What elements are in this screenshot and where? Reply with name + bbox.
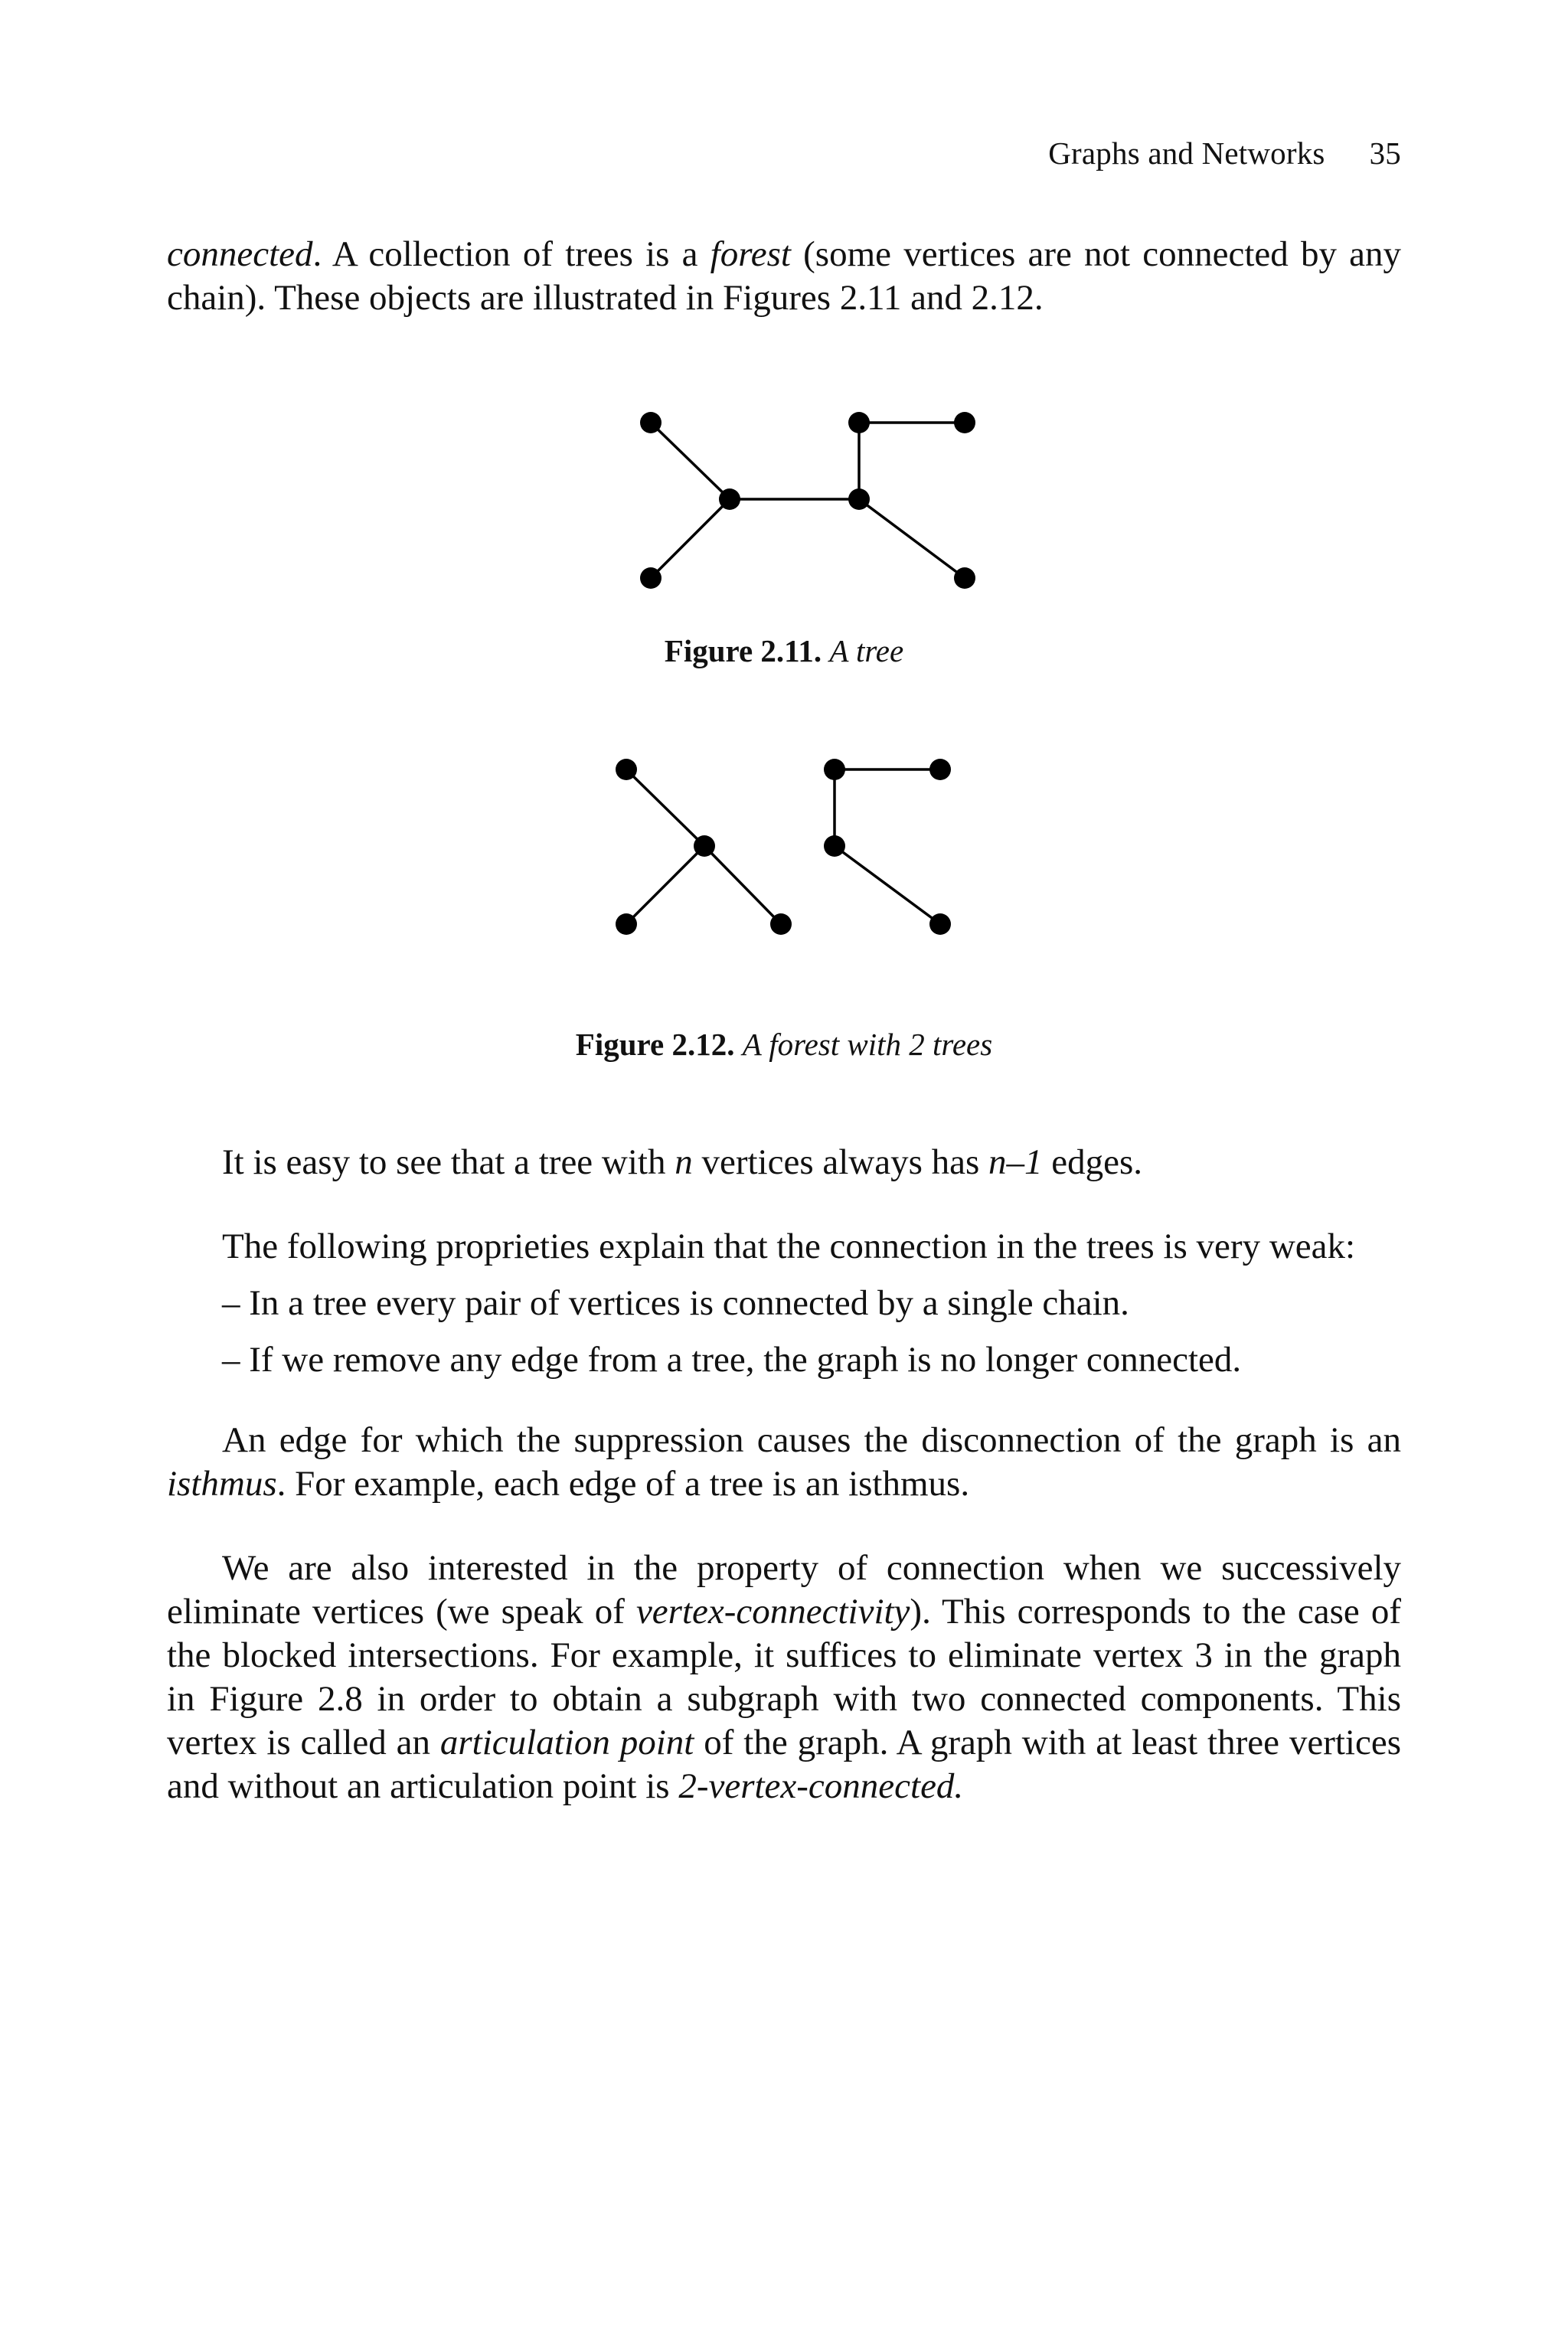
forest-vertex — [824, 835, 845, 857]
edges-text-3: edges. — [1042, 1142, 1143, 1182]
vertex-text-1: We are also interested in the property of connection when we successively eliminate vertices (we speak of — [167, 1548, 1401, 1632]
term-articulation-point: articulation point — [439, 1723, 694, 1762]
isthmus-paragraph — [167, 1419, 1401, 1506]
tree-vertex — [954, 412, 975, 433]
tree-diagram — [0, 398, 1568, 605]
isthmus-text-2: . For example, each edge of a tree is an isthmus. — [276, 1464, 970, 1504]
running-title: Graphs and Networks — [1048, 136, 1325, 171]
figure-2-12-forest — [0, 746, 1568, 946]
property-item: – In a tree every pair of vertices is connected by a single chain. — [222, 1283, 1129, 1323]
figure-2-11-caption — [0, 632, 1568, 669]
page-number: 35 — [1369, 136, 1401, 171]
term-isthmus: isthmus — [167, 1464, 277, 1504]
forest-vertex — [616, 759, 637, 780]
vertex-connectivity-paragraph — [167, 1547, 1401, 1808]
forest-vertex — [929, 759, 951, 780]
forest-edge — [626, 769, 704, 846]
tree-vertex — [640, 412, 662, 433]
property-item: – If we remove any edge from a tree, the graph is no longer connected. — [222, 1340, 1242, 1380]
figure-2-11-tree — [0, 398, 1568, 605]
tree-vertex — [954, 567, 975, 589]
edges-text-1: It is easy to see that a tree with — [222, 1142, 675, 1182]
tree-vertex — [640, 567, 662, 589]
caption-title: A tree — [829, 633, 904, 668]
tree-vertex — [848, 488, 870, 510]
tree-edge — [651, 499, 730, 578]
forest-vertex — [616, 913, 637, 935]
term-vertex-connectivity: vertex-connectivity — [635, 1592, 910, 1632]
forest-vertex — [929, 913, 951, 935]
forest-edge — [626, 846, 704, 924]
caption-title: A forest with 2 trees — [742, 1027, 993, 1062]
forest-vertex — [824, 759, 845, 780]
tree-edge — [859, 499, 965, 578]
figure-2-12-caption — [0, 1026, 1568, 1063]
term-connected: connected — [167, 234, 313, 274]
caption-label: Figure 2.11. — [664, 633, 822, 668]
expr-n-minus-1: n–1 — [988, 1142, 1043, 1182]
tree-vertex — [719, 488, 740, 510]
vertex-text-2: ). This corresponds to the case of the blocked intersections. For example, it suffices to eliminate vertex 3 in the graph in Figure 2.8 in order to obtain a subgraph with two connected components. This vertex is called an — [167, 1592, 1401, 1762]
edges-text-2: vertices always has — [692, 1142, 989, 1182]
forest-vertex — [694, 835, 715, 857]
var-n: n — [675, 1142, 693, 1182]
properties-paragraph — [167, 1225, 1401, 1382]
tree-edge — [651, 423, 730, 499]
forest-edge — [704, 846, 781, 924]
intro-text-1: . A collection of trees is a — [312, 234, 710, 274]
intro-text-2: (some vertices are not connected by any chain). These objects are illustrated in Figures 2.11 and 2.12. — [167, 234, 1402, 318]
term-2-vertex-connected: 2-vertex-connected. — [678, 1766, 964, 1806]
vertex-text-3: of the graph. A graph with at least three vertices and without an articulation point is — [167, 1723, 1401, 1806]
isthmus-text-1: An edge for which the suppression causes the disconnection of the graph is an — [222, 1420, 1401, 1460]
running-header — [1048, 135, 1401, 172]
forest-edge — [835, 846, 940, 924]
tree-vertex — [848, 412, 870, 433]
forest-vertex — [770, 913, 792, 935]
properties-lead: The following proprieties explain that the connection in the trees is very weak: — [222, 1227, 1356, 1266]
edges-paragraph — [167, 1141, 1401, 1184]
caption-label: Figure 2.12. — [575, 1027, 735, 1062]
term-forest: forest — [710, 234, 791, 274]
intro-paragraph — [167, 233, 1401, 320]
forest-diagram — [0, 746, 1568, 946]
